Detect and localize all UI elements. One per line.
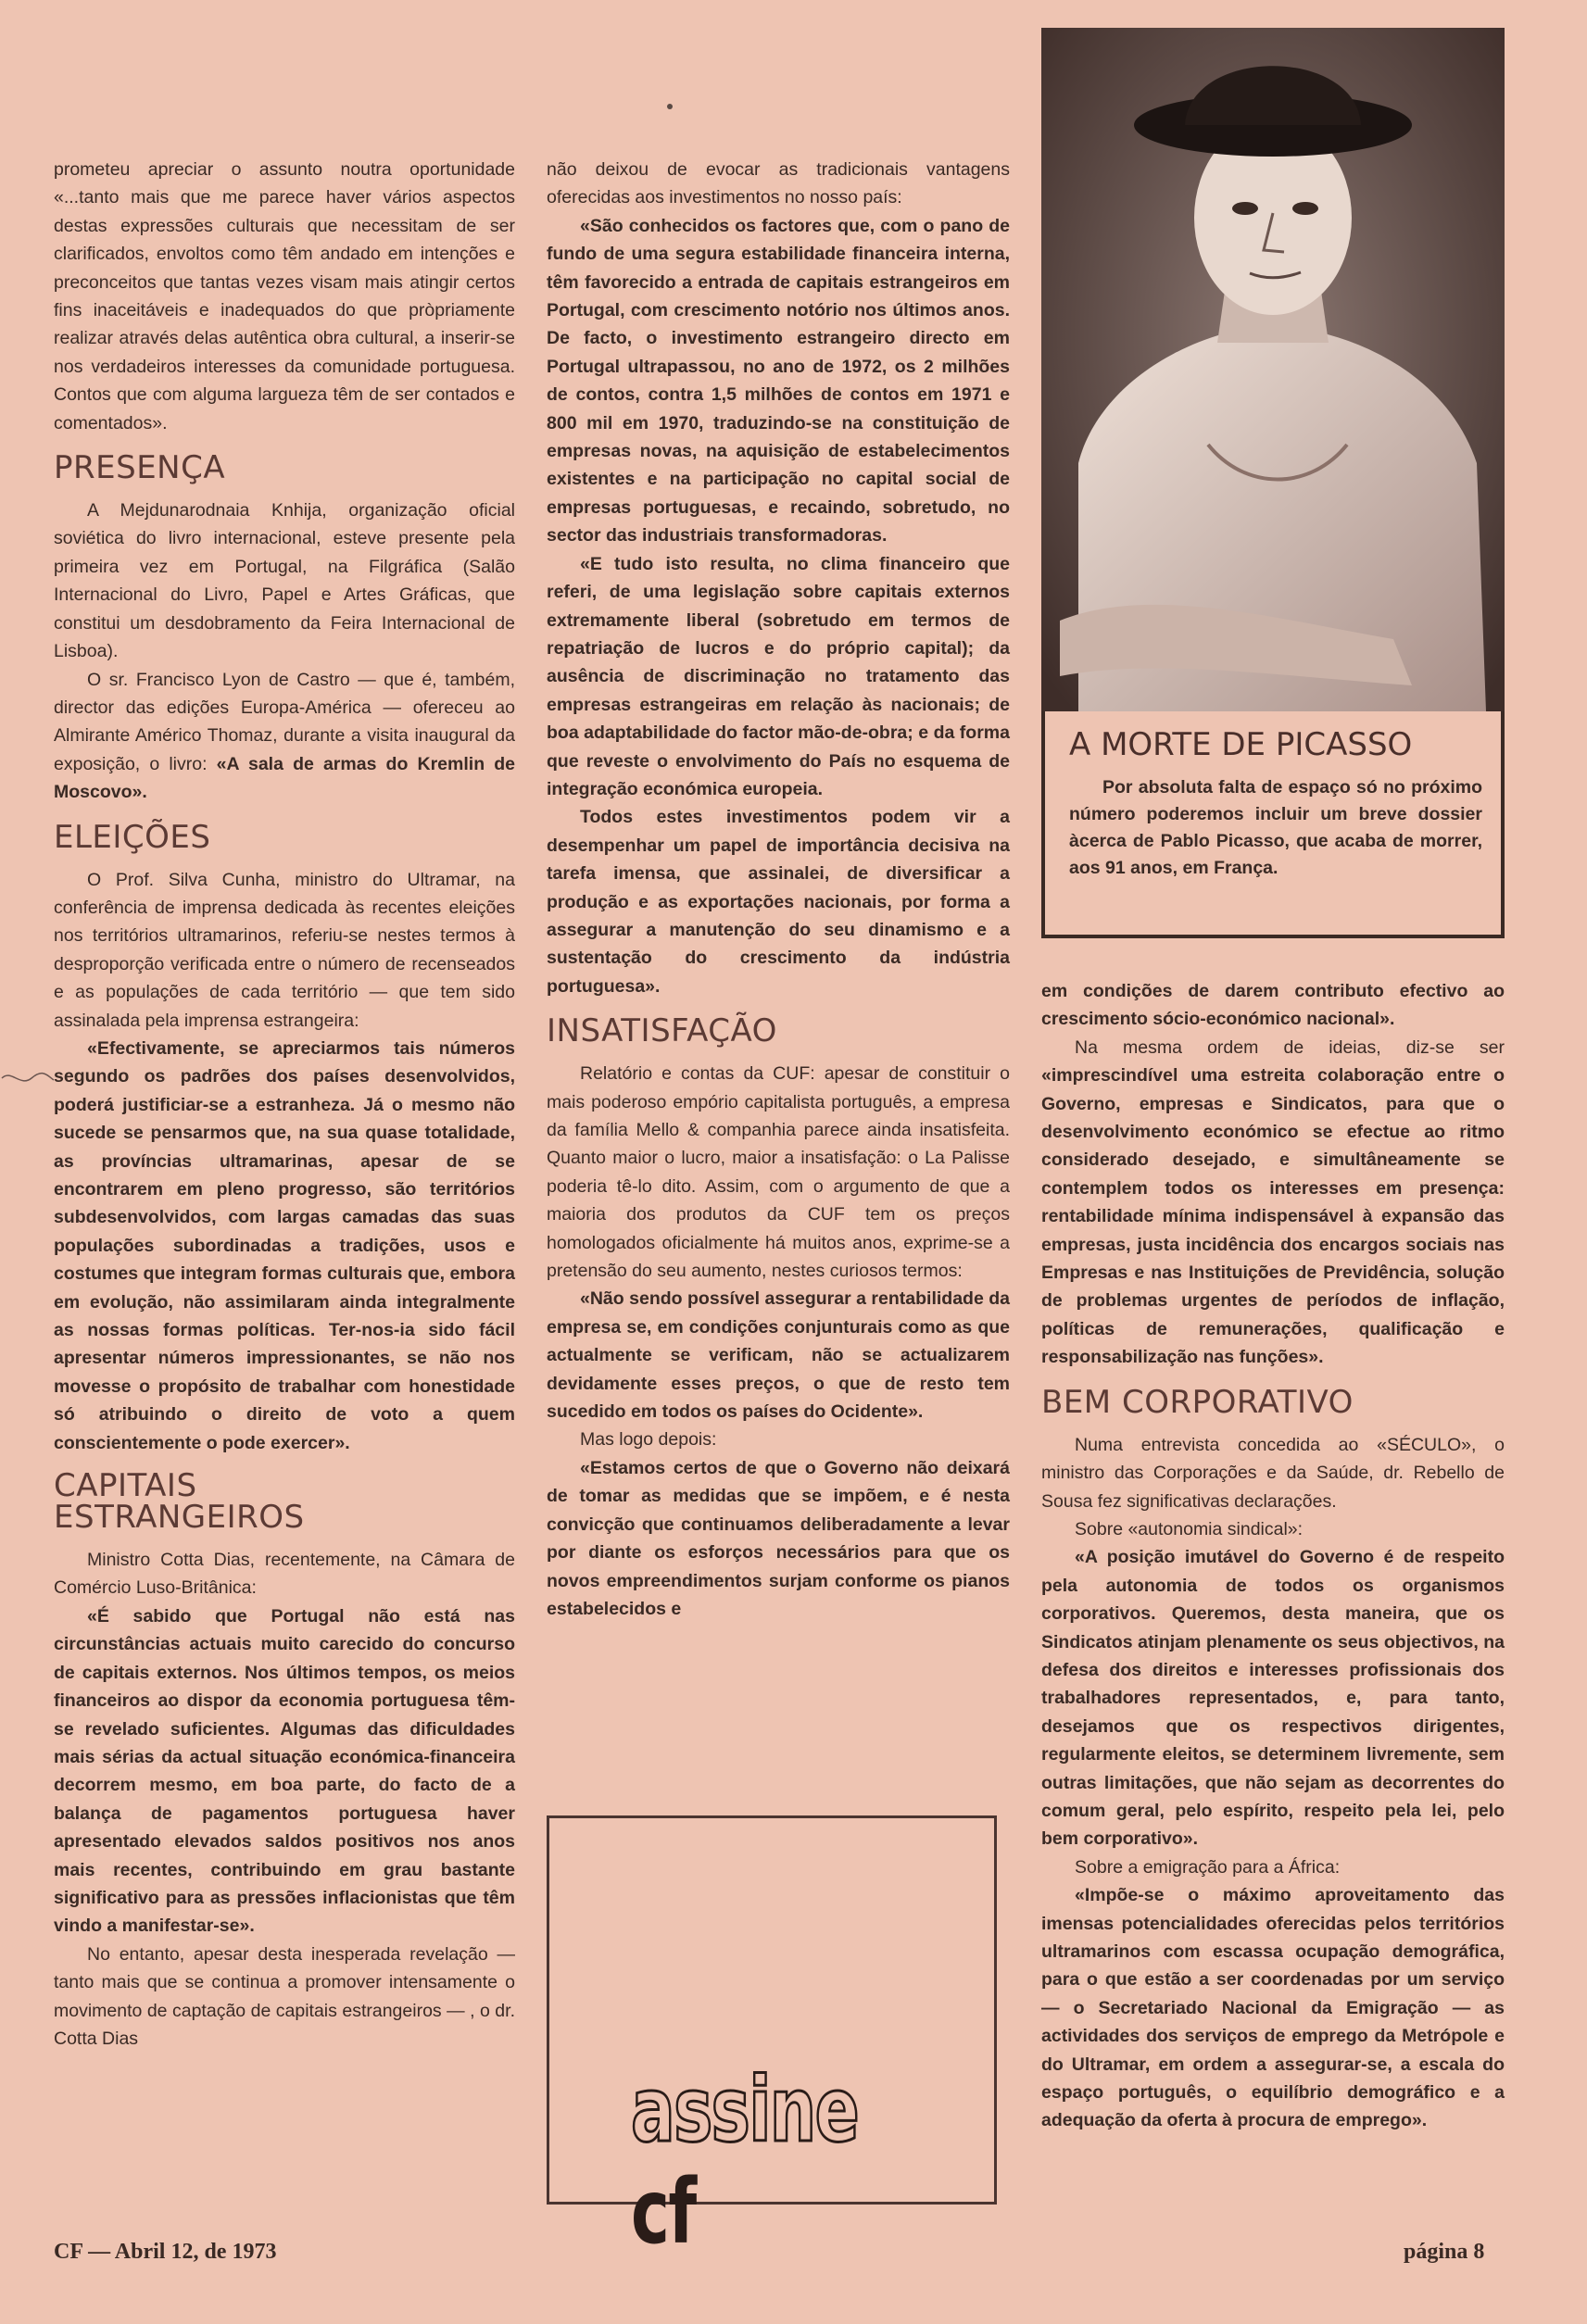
section-title-presenca: PRESENÇA — [54, 449, 226, 487]
book-title: «A sala de armas do Kremlin de Moscovo». — [54, 753, 515, 803]
insatisfacao-text: Na mesma ordem de ideias, diz-se ser — [1075, 1036, 1505, 1058]
insatisfacao-paragraph-1: Relatório e contas da CUF: apesar de constituir o mais poderoso empório capitalista português, a empresa da família Mello & companhia parece ainda insatisfeita. Quanto maior o lucro, maior a insatisfação: o La Palisse poderia tê-lo dito. Assim, com o argumento de que a maioria dos produtos da CUF tem os preços homologados oficialmente há muitos anos, exprime-se a pretensão do seu aumento, nestes curiosos termos: — [547, 1063, 1010, 1282]
subscription-ad — [547, 1815, 997, 2264]
insatisfacao-quote-1: «Não sendo possível assegurar a rentabilidade da empresa se, em condições conjunturais como as que actualmente se verificam, não se actualizarem devidamente esses preços, o que de resto tem sucedido em todos os países do Ocidente». — [547, 1288, 1010, 1423]
section-title-eleicoes: ELEIÇÕES — [54, 818, 211, 856]
footer-page-number: página 8 — [1404, 2240, 1485, 2264]
ad-slogan — [631, 2059, 928, 2263]
column-middle — [547, 156, 1010, 1623]
insatisfacao-quote-3: «imprescindível uma estreita colaboração entre o Governo, empresas e Sindicatos, para que o desenvolvimento económico se efectue ao ritmo considerado desejado, e simultâneamente se contemplem todos os interesses em presença: rentabilidade mínima indispensável à expansão das empresas, justa incidência dos encargos sociais nas Empresas e nas Instituições de Previdência, solução de problemas urgentes de períodos de inflação, políticas de remunerações, qualificação e responsabilização nas funções». — [1041, 1065, 1505, 1368]
bem-paragraph-3: Sobre a emigração para a África: — [1075, 1856, 1341, 1878]
column-right — [1041, 977, 1505, 2135]
capitais-paragraph-1: Ministro Cotta Dias, recentemente, na Câmara de Comércio Luso-Britânica: — [54, 1550, 515, 1599]
picasso-text: Por absoluta falta de espaço só no próximo número poderemos incluir um breve dossier àcerca de Pablo Picasso, que acaba de morrer, aos 91 anos, em França. — [1069, 777, 1482, 878]
insatisfacao-paragraph-3 — [1041, 1034, 1505, 1372]
margin-mark — [0, 1065, 56, 1093]
section-title-bem-corporativo: BEM CORPORATIVO — [1041, 1383, 1354, 1421]
eleicoes-quote: «Efectivamente, se apreciarmos tais números segundo os padrões dos países desenvolvidos, poderá justificiar-se a estranheza. Já o mesmo não sucede se pensarmos que, na sua quase totalidade, as províncias ultramarinas, apesar de se encontrarem em pleno progresso, são territórios subdesenvolvidos, com largas camadas das suas populações subordinadas a tradições, usos e costumes que integram formas culturais que, embora em evolução, não assimilaram ainda integralmente as nossas formas políticas. Ter-nos-ia sido fácil apresentar números impressionantes, se não nos movesse o propósito de trabalhar com honestidade só atribuindo o direito de voto a quem conscientemente o pode exercer». — [54, 1037, 515, 1453]
picasso-title: A MORTE DE PICASSO — [1069, 726, 1413, 763]
insatisfacao-paragraph-2: Mas logo depois: — [580, 1429, 717, 1451]
capitais-continuation: não deixou de evocar as tradicionais vantagens oferecidas aos investimentos no nosso país: — [547, 159, 1010, 208]
insatisfacao-quote-2: «Estamos certos de que o Governo não deixará de tomar as medidas que se impõem, e é nesta convicção que continuamos deliberadamente a levar por diante os esforços necessários para que os novos empreendimentos surjam conforme os pianos estabelecidos e — [547, 1457, 1010, 1619]
bem-paragraph-1: Numa entrevista concedida ao «SÉCULO», o ministro das Corporações e da Saúde, dr. Rebello de Sousa fez significativas declarações. — [1041, 1434, 1505, 1512]
picasso-photo — [1041, 28, 1505, 711]
capitais-title-line-1: CAPITAIS — [54, 1467, 197, 1505]
ad-word-cf: cf — [631, 2160, 696, 2264]
capitais-quote-4: Todos estes investimentos podem vir a desempenhar um papel de importância decisiva na tarefa imensa, que assinalei, de diversificar a produção e as exportações nacionais, por forma a assegurar a manutenção do seu dinamismo e a sustentação do crescimento da indústria portuguesa». — [547, 807, 1010, 997]
section-title-insatisfacao: INSATISFAÇÃO — [547, 1012, 777, 1050]
insatisfacao-quote-continuation: em condições de darem contributo efectivo ao crescimento sócio-económico nacional». — [1041, 981, 1505, 1030]
bem-quote-2: «Impõe-se o máximo aproveitamento das imensas potencialidades oferecidas pelos territórios ultramarinos com escassa ocupação demográfica, para o que estão a ser coordenadas por um serviço — o Secretariado Nacional da Emigração — as actividades dos serviços de emprego da Metrópole e do Ultramar, em ordem a assegurar-se, a escala do espaço português, o equilíbrio demográfico e a adequação da oferta à procura de emprego». — [1041, 1885, 1505, 2131]
capitais-quote: «É sabido que Portugal não está nas circunstâncias actuais muito carecido do concurso de capitais externos. Nos últimos tempos, os meios financeiros ao dispor da economia portuguesa têm-se revelado suficientes. Algumas das dificuldades mais sérias da actual situação económica-financeira decorrem mesmo, em boa parte, do facto de a balança de pagamentos portuguesa haver apresentado elevados saldos positivos nos anos mais recentes, contribuindo em grau bastante significativo para as pressões inflacionistas que têm vindo a manifestar-se». — [54, 1605, 515, 1937]
eleicoes-paragraph: O Prof. Silva Cunha, ministro do Ultramar, na conferência de imprensa dedicada às recentes eleições nos territórios ultramarinos, referiu-se nestes termos à desproporção verificada entre o número de recenseados e as populações de cada território — que tem sido assinalada pela imprensa estrangeira: — [54, 869, 515, 1031]
presenca-paragraph-2 — [54, 666, 515, 807]
capitais-quote-2: «São conhecidos os factores que, com o pano de fundo de uma segura estabilidade financeira interna, têm favorecido a entrada de capitais estrangeiros em Portugal, com crescimento notório nos últimos anos. De facto, o investimento estrangeiro directo em Portugal ultrapassou, no ano de 1972, os 2 milhões de contos, contra 1,5 milhões de contos em 1971 e 800 mil em 1970, traduzindo-se na constituição de empresas novas, na aquisição de estabelecimentos existentes e na participação no capital social de empresas portuguesas, e recaindo, sobretudo, no sector das industriais transformadoras. — [547, 215, 1010, 546]
footer-issue-date: CF — Abril 12, de 1973 — [54, 2240, 277, 2264]
ad-word-assine: assine — [631, 2058, 859, 2162]
capitais-paragraph-2: No entanto, apesar desta inesperada revelação — tanto mais que se continua a promover intensamente o movimento de captação de capitais estrangeiros — , o dr. Cotta Dias — [54, 1943, 515, 2049]
bem-quote-1: «A posição imutável do Governo é de respeito pela autonomia de todos os organismos corporativos. Queremos, desta maneira, que os Sindicatos atinjam plenamente os seus objectivos, na defesa dos direitos e interesses profissionais dos trabalhadores representados, e, para tanto, desejamos que os respectivos dirigentes, regularmente eleitos, se determinem livremente, sem outras limitações, que não sejam as decorrentes do comum geral, pelo espírito, respeito pela lei, pelo bem corporativo». — [1041, 1547, 1505, 1850]
presenca-text: O sr. Francisco Lyon de Castro — que é, também, director das edições Europa-América — ofereceu ao Almirante Américo Thomaz, durante a visita inaugural da exposição, o livro: — [54, 669, 515, 774]
intro-paragraph: prometeu apreciar o assunto noutra oportunidade «...tanto mais que me parece haver vários aspectos destas expressões culturais que necessitam de ser clarificados, envoltos como têm andado em intenções e preconceitos que tantas vezes visam mais atingir certos fins inaceitáveis e inadequados do que pròpriamente realizar através delas autêntica obra cultural, a inserir-se nos verdadeiros interesses da comunidade portuguesa. Contos que com alguma largueza têm de ser contados e comentados». — [54, 159, 515, 433]
section-title-capitais — [54, 1467, 515, 1537]
bem-paragraph-2: Sobre «autonomia sindical»: — [1075, 1518, 1304, 1539]
column-left — [54, 156, 515, 2053]
picasso-notice-box — [1041, 711, 1505, 938]
presenca-paragraph-1: A Mejdunarodnaia Knhija, organização oficial soviética do livro internacional, esteve presente pela primeira vez em Portugal, na Filgráfica (Salão Internacional do Livro, Papel e Artes Gráficas, que constitui um desdobramento da Feira Internacional de Lisboa). — [54, 500, 515, 662]
capitais-title-line-2: ESTRANGEIROS — [54, 1499, 305, 1537]
capitais-quote-3: «E tudo isto resulta, no clima financeiro que referi, de uma legislação sobre capitais externos extremamente liberal (sobretudo em termos de repatriação de lucros e do próprio capital); da ausência de discriminação no tratamento das empresas estrangeiras em relação às nacionais; de boa adaptabilidade do factor mão-de-obra; e da forma que reveste o envolvimento do País no esquema de integração económica europeia. — [547, 553, 1010, 799]
print-speck — [667, 104, 673, 109]
